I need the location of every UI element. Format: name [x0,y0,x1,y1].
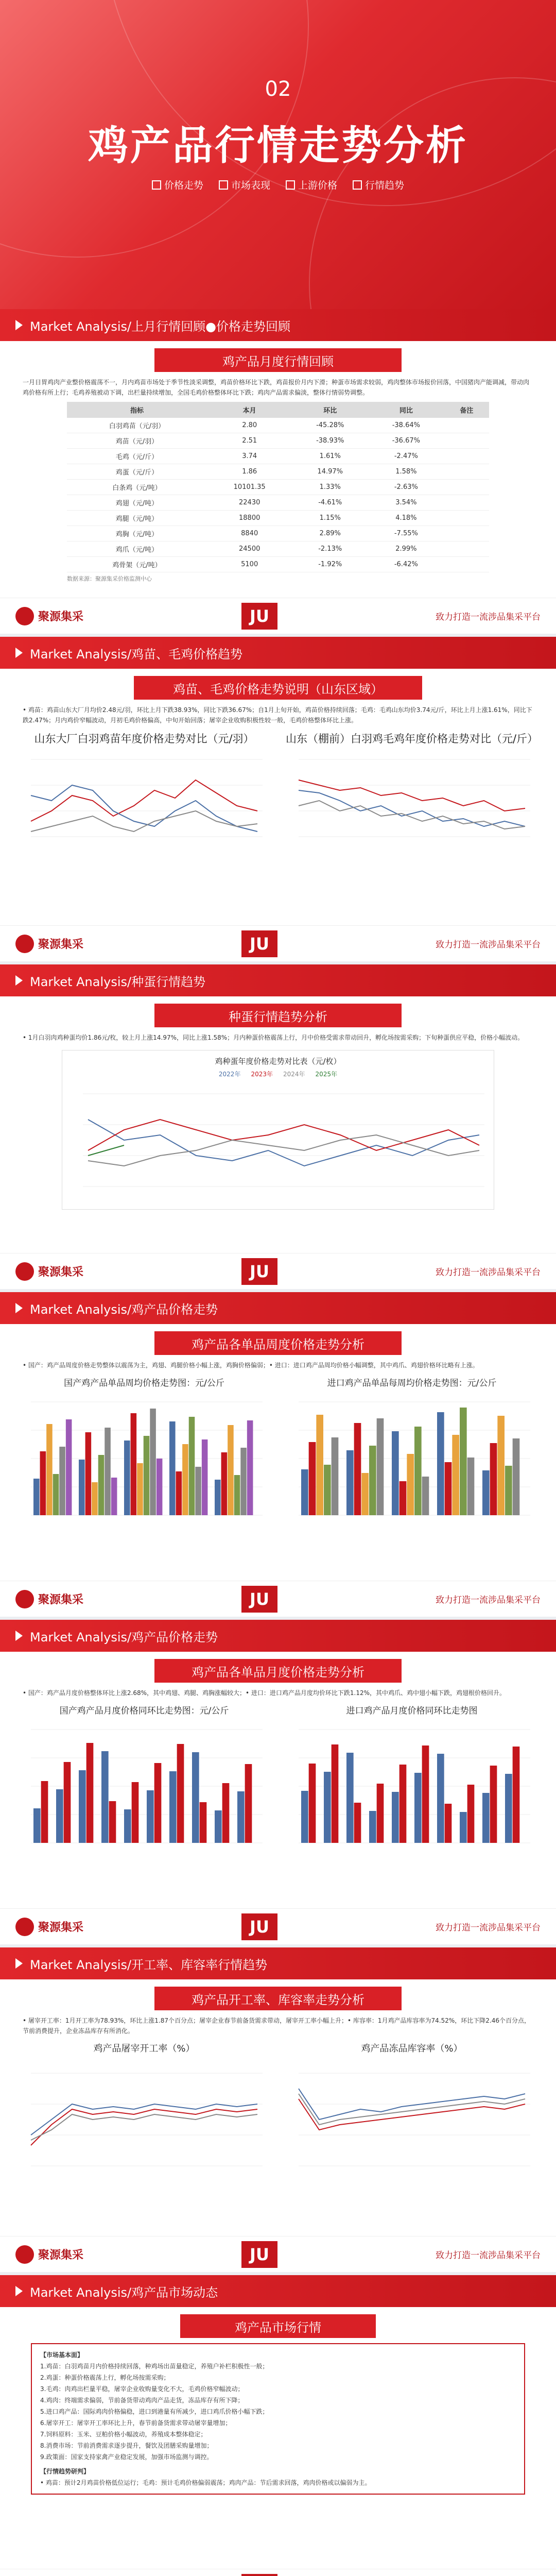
bar [245,1764,252,1843]
table-row [67,557,489,572]
bar [452,1435,459,1515]
table-cell: 14.97% [292,464,368,480]
bar [147,1790,154,1843]
bar [169,1771,177,1843]
bar [200,1802,207,1843]
table-row [67,541,489,557]
table-cell: 鸡骨架（元/吨） [67,557,207,572]
bar [98,1455,105,1515]
logo-icon [15,1262,34,1281]
table-cell: 10101.35 [207,480,292,495]
chart-title: 鸡产品冻品库容率（%） [361,2043,463,2054]
chart-title: 鸡种蛋年度价格走势对比表（元/枚） [215,1057,341,1066]
bar [144,1436,150,1515]
bar [309,1442,316,1515]
bar [369,1811,376,1843]
bar [137,1463,143,1515]
egg-price-chart [67,1078,490,1202]
table-row [67,526,489,541]
bar [392,1792,399,1843]
table-row [67,511,489,526]
bar [399,1481,407,1515]
import-weekly-chart [283,1392,535,1536]
bar [105,1428,111,1515]
bar [324,1465,331,1515]
table-cell [444,449,489,464]
bar [40,1451,46,1515]
section-header: Market Analysis/鸡产品价格走势 [0,1292,556,1324]
table-row [67,480,489,495]
bar [460,1812,467,1843]
bar [445,1804,452,1843]
bar [237,1791,245,1843]
slogan: 致力打造一流涉品集采平台 [435,1267,541,1278]
brand-logo: 聚源集采 [15,1262,83,1281]
table-cell: -1.92% [292,557,368,572]
bar [301,1469,308,1515]
table-cell: 毛鸡（元/斤） [67,449,207,464]
table-cell: 22430 [207,495,292,511]
section-capacity [0,1947,556,2272]
table-cell: 1.86 [207,464,292,480]
nav-item-trend[interactable]: 行情趋势 [353,178,404,192]
section-market [0,2275,556,2576]
bar [79,1460,85,1515]
section-weekly [0,1292,556,1617]
bar [101,1751,109,1843]
bar [169,1421,176,1515]
table-cell [444,464,489,480]
table-row [67,464,489,480]
bar [111,1478,117,1515]
page-title: 鸡产品行情走势分析 [88,123,468,169]
bar [414,1427,422,1515]
broiler-price-chart [283,749,535,862]
footer [0,1581,556,1617]
section-header: Market Analysis/种蛋行情趋势 [0,964,556,996]
section-chick [0,637,556,961]
footer [0,1908,556,1944]
ju-logo: JU [241,603,277,630]
table-cell: 18800 [207,511,292,526]
market-item: 1.鸡苗：白羽鸡苗月内价格持续回落，种鸡场出苗量稳定，养殖户补栏积极性一般； [40,2363,269,2370]
table-cell: 3.54% [368,495,444,511]
market-item: 6.屠宰开工：屠宰开工率环比上升，春节前备货需求带动屠宰量增加； [40,2419,232,2427]
brand-logo: 聚源集采 [15,1918,83,1936]
table-cell: 鸡苗（元/羽） [67,433,207,449]
bar [324,1772,331,1843]
market-item: 8.消费市场：节前消费需求逐步提升，餐饮及团膳采购量增加； [40,2442,213,2449]
bar [399,1765,407,1843]
bar [316,1415,323,1515]
slogan: 致力打造一流涉品集采平台 [435,612,541,622]
table-cell: 4.18% [368,511,444,526]
section-text: • 国产：鸡产品月度价格整体环比上涨2.68%，其中鸡翅、鸡腿、鸡胸涨幅较大；• 进口：进口鸡产品月度均价环比下跌1.12%，其中鸡爪、鸡中翅小幅下跌，鸡翅根价格回升。 [23,1689,506,1697]
market-item: 7.饲料原料：玉米、豆粕价格小幅波动，养殖成本整体稳定； [40,2431,207,2438]
bar [490,1443,497,1515]
bar [182,1444,188,1515]
bar [66,1419,72,1515]
footer [0,598,556,634]
chart-title: 国产鸡产品月度价格同环比走势图：元/公斤 [59,1706,229,1716]
section-banner: 鸡产品月度行情回顾 [154,348,402,372]
section-monthly [0,1620,556,1944]
chart-title: 国产鸡产品单品周均价格走势图：元/公斤 [64,1378,224,1388]
bar [422,1745,429,1843]
bar [41,1781,48,1843]
section-header: Market Analysis/鸡产品价格走势 [0,1620,556,1652]
section-banner: 鸡产品市场行情 [180,2314,376,2338]
footer [0,1253,556,1289]
bar [301,1791,308,1843]
bar [131,1413,137,1515]
bar [234,1475,240,1515]
table-cell [444,511,489,526]
chart-title: 山东（棚前）白羽鸡毛鸡年度价格走势对比（元/斤） [285,733,538,745]
bar [369,1446,376,1515]
logo-icon [15,1918,34,1936]
ju-logo [241,2574,277,2576]
table-cell: 2.51 [207,433,292,449]
table-cell [444,480,489,495]
table-cell: -7.55% [368,526,444,541]
chart-title: 鸡产品屠宰开工率（%） [93,2043,195,2054]
bar [222,1783,230,1843]
table-cell: -4.61% [292,495,368,511]
table-header: 环比 [292,402,368,418]
market-item: 4.鸡肉：终端需求偏弱，节前备货带动鸡肉产品走货，冻品库存有所下降； [40,2397,244,2404]
table-cell: 1.33% [292,480,368,495]
table-cell: 1.15% [292,511,368,526]
chart-legend: 2022年 2023年 2024年 2025年 [218,1071,338,1078]
section-banner: 鸡产品开工率、库容率走势分析 [154,1987,402,2010]
bar [346,1450,354,1515]
section-header: Market Analysis/开工率、库容率行情趋势 [0,1947,556,1979]
bar [154,1763,162,1843]
import-monthly-chart [283,1719,535,1863]
table-cell: 鸡胸（元/吨） [67,526,207,541]
logo-icon [15,935,34,953]
section-banner: 鸡产品各单品周度价格走势分析 [154,1331,402,1355]
trend-text: • 鸡苗：预计2月鸡苗价格低位运行；毛鸡：预计毛鸡价格偏弱震荡；鸡肉产品：节后需求回落，鸡肉价格或以偏弱为主。 [40,2479,371,2486]
bar [505,1774,512,1843]
logo-icon [15,607,34,625]
table-cell: 1.58% [368,464,444,480]
brand-logo: 聚源集采 [15,2245,83,2264]
bar [46,1424,53,1515]
bar [132,1782,139,1843]
trend-title: 【行情趋势研判】 [40,2468,90,2475]
bar [79,1770,86,1843]
table-row [67,418,489,433]
bar [407,1454,414,1515]
egg-chart-card [62,1050,494,1210]
bar [124,1809,131,1843]
bar [354,1803,361,1843]
bar [109,1801,116,1843]
nav-item-market[interactable]: 市场表现 [219,178,270,192]
bar [445,1462,452,1515]
brand-logo: 聚源集采 [15,935,83,953]
bar [513,1747,520,1843]
table-cell: -45.28% [292,418,368,433]
slogan: 致力打造一流涉品集采平台 [435,940,541,950]
table-cell: -2.13% [292,541,368,557]
table-cell: 白条鸡（元/吨） [67,480,207,495]
table-cell: 5100 [207,557,292,572]
section-text: • 1月白羽肉鸡种蛋均价1.86元/枚，较上月上涨14.97%，同比上涨1.58%；月内种蛋价格震荡上行，月中价格受需求带动回升，孵化场按需采购；下旬种蛋供应平稳，价格小幅波动。 [23,1034,524,1041]
ju-logo: JU [241,1913,277,1940]
bar [505,1466,512,1515]
bar [53,1474,59,1515]
bar [195,1467,201,1515]
bar [215,1810,222,1843]
storage-rate-chart [283,2058,535,2176]
bar [189,1417,195,1515]
bar [361,1473,369,1515]
bar [346,1753,354,1843]
brand-logo: 聚源集采 [15,607,83,625]
table-cell: -2.47% [368,449,444,464]
table-cell: 鸡蛋（元/斤） [67,464,207,480]
table-cell: 24500 [207,541,292,557]
bar [309,1764,316,1843]
bar [467,1785,475,1843]
market-item: 3.毛鸡：肉鸡出栏量平稳，屠宰企业收购量变化不大，毛鸡价格窄幅波动； [40,2385,244,2393]
chart-title: 进口鸡产品月度价格同环比走势图 [346,1706,478,1716]
table-cell: 鸡腿（元/吨） [67,511,207,526]
bar [354,1423,361,1515]
bar [497,1416,505,1515]
section-banner: 鸡苗、毛鸡价格走势说明（山东区域） [134,676,422,700]
cover [0,0,556,309]
ju-logo: JU [241,930,277,957]
slogan: 致力打造一流涉品集采平台 [435,1923,541,1933]
domestic-monthly-chart [15,1719,268,1863]
bar [150,1409,156,1515]
table-cell [444,418,489,433]
ju-logo: JU [241,1258,277,1285]
basics-title: 【市场基本面】 [40,2351,84,2359]
bar [177,1744,184,1843]
table-row [67,433,489,449]
section-text: 一月日胃鸡肉产业整价格震荡不一，月内鸡苗市场处于季节性淡采调整，鸡苗价格环比下跌，鸡苗报价月内下滑；种蛋市场需求较弱，鸡肉整体市场报价回落，中国猪肉产能调减，带动肉鸡价格有所上行；毛鸡养殖被动下调，出栏量持续增加，全国毛鸡价格整体环比下跌；鸡肉产品需求偏淡，整体行情弱势调整。 [23,379,530,396]
bar [332,1437,339,1515]
bar [192,1752,199,1843]
bar [482,1793,490,1843]
section-text: • 鸡苗：鸡苗山东大厂月均价2.48元/羽，环比上月下跌38.93%，同比下跌36.67%；自1月上旬开始，鸡苗价格持续回落；毛鸡：毛鸡山东均价3.74元/斤，环比上月上涨1.61%，同比下跌2.47%；月内鸡价窄幅波动，月初毛鸡价格偏高，中旬开始回落；屠宰企业收购积极性较一般，毛鸡价格整体环比上涨。 [23,706,532,724]
market-item: 9.政策面：国家支持家禽产业稳定发展，加强市场监测与调控。 [40,2453,213,2461]
table-row [67,449,489,464]
bar [437,1754,444,1843]
bar [490,1766,497,1843]
section-text: • 国产：鸡产品周度价格走势整体以震荡为主，鸡翅、鸡腿价格小幅上涨，鸡胸价格偏弱；• 进口：进口鸡产品周均价格小幅调整，其中鸡爪、鸡翅价格环比略有上涨。 [23,1362,479,1369]
bar [221,1452,228,1515]
nav-item-price[interactable]: 价格走势 [152,178,203,192]
slogan: 致力打造一流涉品集采平台 [435,2250,541,2261]
bar [85,1432,92,1515]
data-source-note: 数据来源：聚源集采价格监测中心 [67,575,152,582]
table-cell: -2.63% [368,480,444,495]
table-cell: -36.67% [368,433,444,449]
bar [513,1438,520,1515]
table-cell: 2.80 [207,418,292,433]
table-row [67,495,489,511]
table-cell [444,526,489,541]
bar [33,1479,40,1515]
section-header: Market Analysis/上月行情回顾●价格走势回顾 [0,309,556,341]
table-cell: 1.61% [292,449,368,464]
table-header: 同比 [368,402,444,418]
bar [332,1744,339,1843]
logo-icon [15,1590,34,1608]
nav-item-upstream[interactable]: 上游价格 [286,178,337,192]
bar [59,1447,65,1515]
market-box [31,2343,525,2495]
bar [33,1808,41,1843]
ju-logo: JU [241,1586,277,1613]
bar [124,1440,130,1515]
bar [86,1743,94,1843]
footer [0,2236,556,2272]
table-cell: 鸡翅（元/吨） [67,495,207,511]
bar [176,1471,182,1515]
table-cell [444,433,489,449]
table-header: 本月 [207,402,292,418]
table-cell: 白羽鸡苗（元/羽） [67,418,207,433]
cover-nav [0,178,556,192]
bar [64,1762,71,1843]
table-cell: 2.89% [292,526,368,541]
operating-rate-chart [15,2058,268,2176]
table-cell [444,541,489,557]
slogan: 致力打造一流涉品集采平台 [435,1595,541,1605]
chick-price-chart [15,749,268,862]
section-egg [0,964,556,1289]
bar [422,1477,429,1515]
bar [467,1458,475,1515]
bar [377,1784,384,1843]
bar [437,1412,444,1515]
bar [377,1418,384,1515]
table-cell [444,495,489,511]
bar [202,1439,208,1515]
bar [247,1420,253,1515]
footer [0,925,556,961]
table-cell: 3.74 [207,449,292,464]
footer [0,2569,556,2576]
chart-title: 进口鸡产品单品每周均价格走势图：元/公斤 [327,1378,497,1388]
table-cell: 2.99% [368,541,444,557]
domestic-weekly-chart [15,1392,268,1536]
table-header: 指标 [67,402,207,418]
chart-title: 山东大厂白羽鸡苗年度价格走势对比（元/羽） [34,733,254,745]
bar [240,1448,247,1515]
table-cell: -38.64% [368,418,444,433]
market-item: 2.鸡蛋：种蛋价格震荡上行，孵化场按需采购； [40,2374,170,2381]
table-header: 备注 [444,402,489,418]
bar [92,1482,98,1515]
section-header: Market Analysis/鸡产品市场动态 [0,2275,556,2307]
market-item: 5.进口鸡产品：国际鸡肉价格偏稳，进口到港量有所减少，进口鸡爪价格小幅下跌； [40,2408,269,2415]
bar [228,1425,234,1515]
brand-logo: 聚源集采 [15,1590,83,1608]
table-cell: 鸡爪（元/吨） [67,541,207,557]
bar [482,1470,490,1515]
price-table [67,402,489,572]
section-text: • 屠宰开工率：1月开工率为78.93%，环比上涨1.87个百分点；屠宰企业春节前备货需求带动，屠宰开工率小幅上升；• 库容率：1月鸡产品库容率为74.52%，环比下降2.46个百分点，节前消费提升，企业冻品库存有所消化。 [23,2017,531,2035]
section-banner: 种蛋行情趋势分析 [154,1004,402,1027]
bar [56,1789,63,1843]
table-cell [444,557,489,572]
bar [157,1459,163,1515]
bar [414,1773,422,1843]
section-review [0,309,556,634]
section-header: Market Analysis/鸡苗、毛鸡价格趋势 [0,637,556,669]
cover-number: 02 [265,77,291,101]
table-cell: 8840 [207,526,292,541]
section-banner: 鸡产品各单品月度价格走势分析 [154,1659,402,1683]
ju-logo: JU [241,2241,277,2268]
bar [392,1431,399,1515]
table-cell: -38.93% [292,433,368,449]
bar [215,1480,221,1515]
logo-icon [15,2245,34,2264]
table-cell: -6.42% [368,557,444,572]
bar [460,1408,467,1515]
